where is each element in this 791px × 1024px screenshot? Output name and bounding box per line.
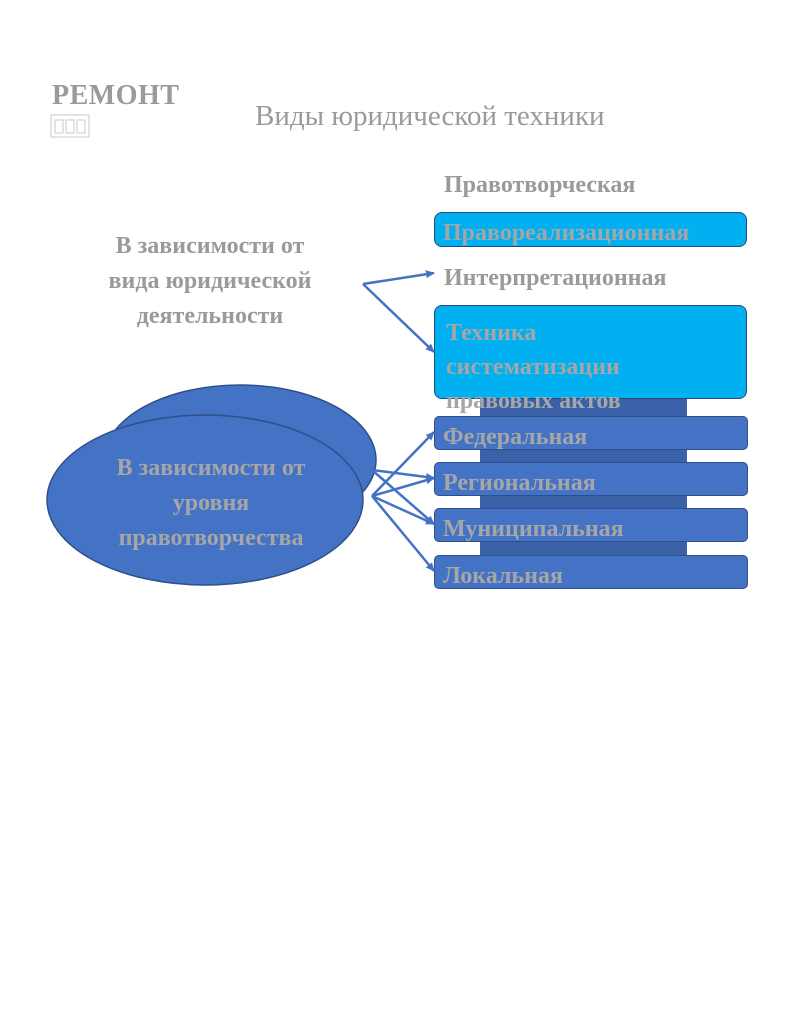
level-item-regional: Региональная xyxy=(443,470,596,496)
level-item-federal: Федеральная xyxy=(443,424,588,450)
activity-category-label: В зависимости от вида юридической деятельности xyxy=(108,233,312,329)
activity-item-systematization: Техника систематизации правовых актов xyxy=(446,320,621,414)
level-category-label: В зависимости от уровня правотворчества xyxy=(116,455,306,551)
level-arrows xyxy=(372,432,434,571)
level-item-local: Локальная xyxy=(443,563,563,589)
activity-item-implementation: Правореализационная xyxy=(443,220,690,246)
logo-text: РЕМОНТ xyxy=(52,80,180,111)
activity-item-lawmaking: Правотворческая xyxy=(444,172,636,198)
activity-arrows xyxy=(363,273,434,352)
level-item-municipal: Муниципальная xyxy=(443,516,624,542)
page-title: Виды юридической техники xyxy=(255,100,605,132)
activity-item-interpretation: Интерпретационная xyxy=(444,265,667,291)
